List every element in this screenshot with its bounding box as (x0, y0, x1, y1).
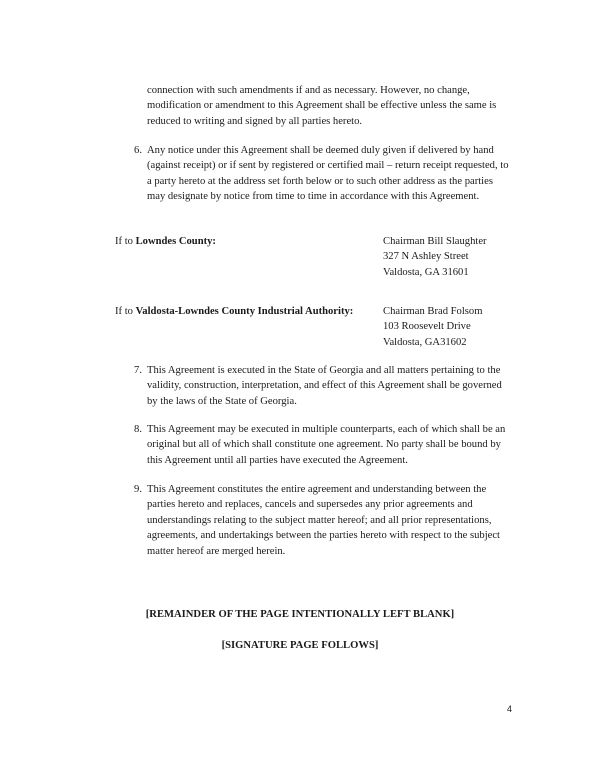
clause-text: This Agreement may be executed in multiple counterparts, each of which shall be an original but all of which shall constitute one agreement. No party shall be bound by this Agreement until all parties have executed the Agreement. (147, 424, 506, 466)
clause-8 (128, 422, 512, 472)
address-line: 103 Roosevelt Drive (383, 321, 471, 333)
address-line: Valdosta, GA31602 (383, 336, 467, 348)
clause-number: 7. (134, 365, 142, 376)
remainder-blank-note: [REMAINDER OF THE PAGE INTENTIONALLY LEFT BLANK] (145, 609, 455, 620)
notice-address (383, 304, 482, 350)
clause-number: 9. (134, 484, 142, 495)
notice-industrial-authority (115, 304, 535, 354)
notice-label: If to Lowndes County: (115, 236, 216, 247)
party-name: Lowndes County: (135, 236, 216, 247)
address-line: 327 N Ashley Street (383, 251, 469, 263)
clause-text: This Agreement constitutes the entire agreement and understanding between the parties hereto and replaces, cancels and supersedes any prior agreements and understandings relating to the subject matter hereof; and all prior representations, agreements, and undertakings between the parties hereto with respect to the subject matter hereof are merged herein. (147, 484, 500, 557)
clause-9 (128, 482, 512, 562)
clause-number: 8. (134, 424, 142, 435)
clause-number: 6. (134, 145, 142, 156)
notice-label: If to Valdosta-Lowndes County Industrial Authority: (115, 306, 354, 317)
address-line: Chairman Brad Folsom (383, 306, 483, 317)
signature-page-note: [SIGNATURE PAGE FOLLOWS] (221, 640, 379, 651)
notice-lowndes-county (115, 234, 535, 284)
clause-6 (128, 143, 512, 223)
clause-text: This Agreement is executed in the State of Georgia and all matters pertaining to the validity, construction, interpretation, and effect of this Agreement shall be governed by the laws of the State of Georgia. (147, 365, 502, 407)
party-name: Valdosta-Lowndes County Industrial Authority: (135, 306, 354, 317)
clause-text: Any notice under this Agreement shall be deemed duly given if delivered by hand (against receipt) or if sent by registered or certified mail – return receipt requested, to a party hereto at the address set forth below or to such other address as the parties may designate by notice from time to time in accordance with this Agreement. (147, 145, 509, 203)
page-number: 4 (506, 704, 512, 714)
continuation-paragraph: connection with such amendments if and as necessary. However, no change, modification or amendment to this Agreement shall be effective unless the same is reduced to writing and signed by all parties hereto. (147, 85, 497, 127)
notice-address (383, 234, 487, 280)
address-line: Chairman Bill Slaughter (383, 236, 487, 247)
address-line: Valdosta, GA 31601 (383, 266, 469, 278)
clause-7 (128, 363, 512, 413)
